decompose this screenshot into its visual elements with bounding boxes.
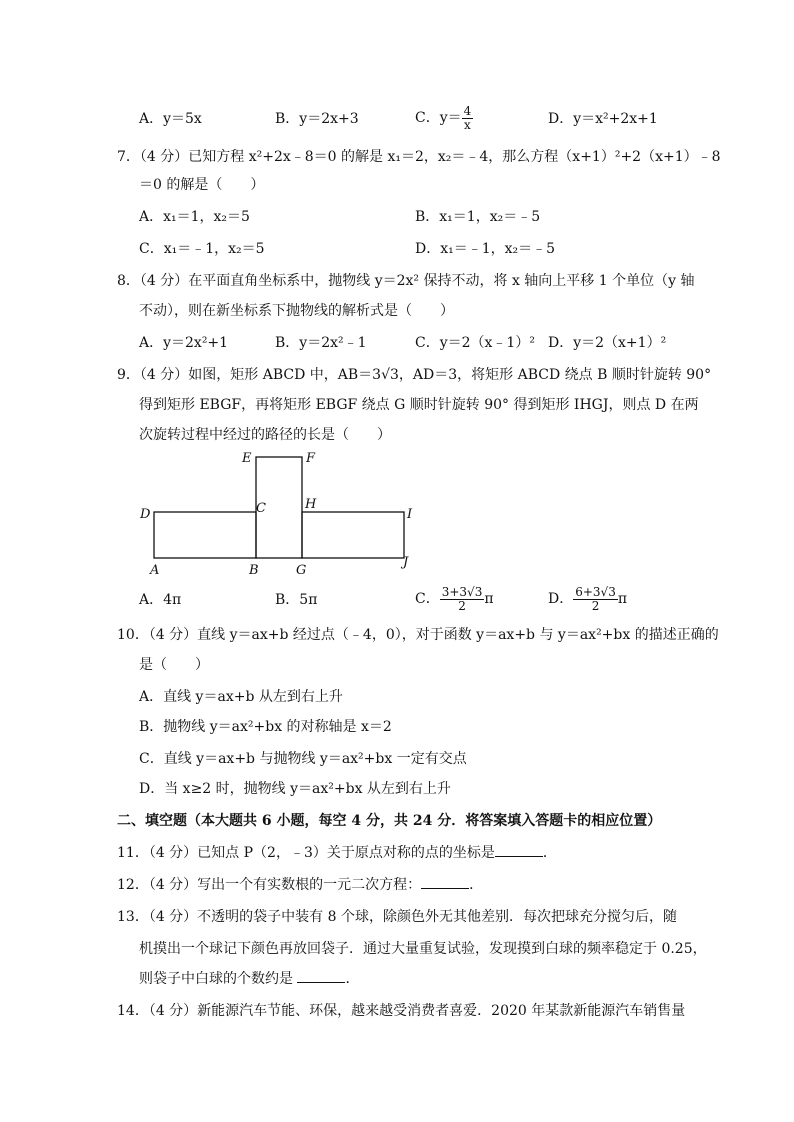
label-d: D [140,507,151,522]
section-title: 二、填空题（本大题共 6 小题，每空 4 分，共 24 分．将答案填入答题卡的相应位置） [117,813,662,829]
q13-stem-line1: 13．（4 分）不透明的袋子中装有 8 个球，除颜色外无其他差别．每次把球充分搅匀后，随 [117,909,677,925]
answer-blank [421,876,469,889]
q11-stem: 11．（4 分）已知点 P（2，﹣3）关于原点对称的点的坐标是 [117,845,495,861]
q9-option-b: B．5π [275,592,318,608]
label-a: A [150,563,160,578]
q8-option-a: A．y＝2x²+1 [139,335,229,351]
q8-stem-line2: 不动），则在新坐标系下抛物线的解析式是（ ） [139,303,454,319]
q13-stem-line2: 机摸出一个球记下颜色再放回袋子．通过大量重复试验，发现摸到白球的频率稳定于 0.25， [139,941,707,957]
q9-option-d [548,585,627,613]
label-j: J [403,555,409,570]
q13-end: ． [345,971,360,987]
fraction-numerator: 6+3√3 [575,584,616,599]
q6-option-c [415,104,473,132]
q7-option-c: C．x₁＝﹣1，x₂＝5 [139,241,265,257]
q6-option-c-prefix: C．y＝ [415,110,462,126]
q9-option-d-prefix: D． [548,591,574,607]
rectangle-ihgj [302,512,404,558]
label-c: C [256,501,266,516]
q8-option-c: C．y＝2（x﹣1）² [415,335,535,351]
q9-option-c [415,585,494,613]
q14-stem-line1: 14．（4 分）新能源汽车节能、环保，越来越受消费者喜爱．2020 年某款新能源汽车销售量 [117,1003,686,1019]
q10-option-d: D．当 x≥2 时，抛物线 y＝ax²+bx 从左到右上升 [139,781,451,797]
q11-line [117,844,557,862]
label-g: G [296,563,307,578]
q8-option-b: B．y＝2x²﹣1 [275,335,367,351]
q10-stem-line2: 是（ ） [139,657,209,673]
q7-stem-line1: 7．（4 分）已知方程 x²+2x﹣8＝0 的解是 x₁＝2，x₂＝﹣4，那么方程（x+1）²+2（x+1）﹣8 [117,149,721,165]
q7-option-d: D．x₁＝﹣1，x₂＝﹣5 [415,241,556,257]
fraction-denominator: 2 [458,598,466,613]
label-b: B [249,563,259,578]
q6-option-a: A．y＝5x [139,111,202,127]
q12-line [117,876,483,894]
q9-option-d-suffix: π [617,591,628,607]
q9-stem-line2: 得到矩形 EBGF，再将矩形 EBGF 绕点 G 顺时针旋转 90° 得到矩形 IHGJ，则点 D 在两 [139,397,699,413]
q12-end: ． [469,877,484,893]
q9-option-c-suffix: π [484,591,494,607]
fraction-denominator: x [464,117,471,132]
q9-option-a: A．4π [139,592,182,608]
rectangle-rotation-figure [130,448,430,582]
fraction-denominator: 2 [591,598,600,613]
rectangle-abcd [154,512,256,558]
q9-option-c-prefix: C． [415,591,440,607]
q7-stem-line2: ＝0 的解是（ ） [139,177,265,193]
q13-line3 [139,970,359,988]
q12-stem: 12．（4 分）写出一个有实数根的一元二次方程： [117,877,422,893]
q6-option-d: D．y＝x²+2x+1 [548,111,658,127]
answer-blank [297,970,345,983]
q9-option-d-fraction [573,586,618,613]
answer-blank [495,844,543,857]
q7-option-b: B．x₁＝1，x₂＝﹣5 [415,209,541,225]
q13-stem-line3: 则袋子中白球的个数约是 [139,971,293,987]
q9-stem-line1: 9．（4 分）如图，矩形 ABCD 中，AB＝3√3，AD＝3，将矩形 ABCD 绕点 B 顺时针旋转 90° [117,367,712,383]
label-f: F [306,451,316,466]
label-h: H [305,497,317,512]
q8-option-d: D．y＝2（x+1）² [548,335,667,351]
q9-option-c-fraction [440,586,485,613]
q6-option-c-fraction [462,105,474,132]
q10-option-b: B．抛物线 y＝ax²+bx 的对称轴是 x＝2 [139,719,392,735]
label-i: I [407,507,413,522]
fraction-numerator: 4 [463,103,472,118]
label-e: E [242,451,252,466]
q11-end: ． [542,845,557,861]
q6-option-b: B．y＝2x+3 [275,111,359,127]
q10-option-c: C．直线 y＝ax+b 与抛物线 y＝ax²+bx 一定有交点 [139,751,467,767]
fraction-numerator: 3+3√3 [441,584,483,599]
q9-stem-line3: 次旋转过程中经过的路径的长是（ ） [139,427,391,443]
q8-stem-line1: 8．（4 分）在平面直角坐标系中，抛物线 y＝2x² 保持不动，将 x 轴向上平移 1 个单位（y 轴 [117,273,695,289]
q7-option-a: A．x₁＝1，x₂＝5 [139,209,250,225]
q10-option-a: A．直线 y＝ax+b 从左到右上升 [139,689,343,705]
q10-stem-line1: 10．（4 分）直线 y＝ax+b 经过点（﹣4，0），对于函数 y＝ax+b 与 y＝ax²+bx 的描述正确的 [117,627,719,643]
